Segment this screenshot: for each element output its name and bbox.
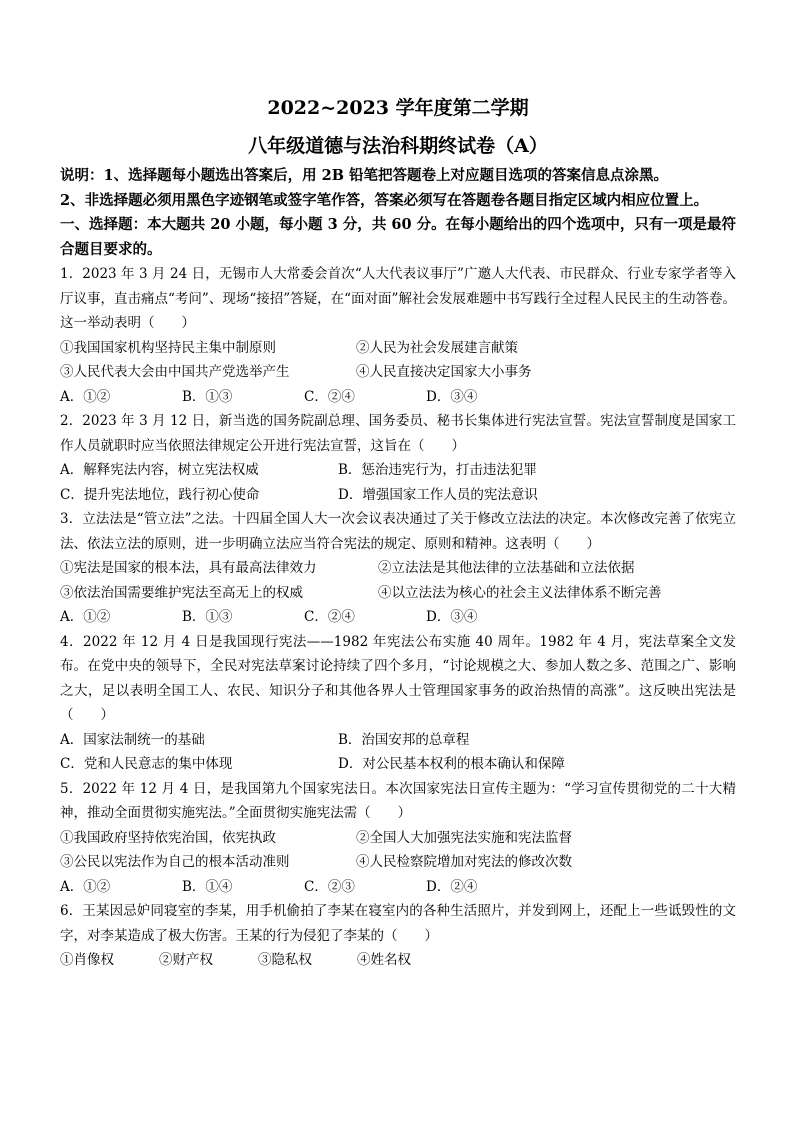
statement: ①我国政府坚持依宪治国，依宪执政 [60, 829, 276, 846]
option: C．②③ [304, 878, 355, 895]
option: A．①② [60, 388, 111, 405]
option: B．①③ [182, 388, 233, 405]
option: C．党和人民意志的集中体现 [60, 756, 233, 772]
option-row [60, 483, 736, 508]
exam-term-title: 2022~2023 学年度第二学期 [267, 97, 529, 119]
statement-row [60, 556, 736, 581]
statement: ③人民代表大会由中国共产党选举产生 [60, 364, 290, 380]
option: D．增强国家工作人员的宪法意识 [338, 486, 538, 503]
option: C．②④ [304, 609, 355, 625]
statement: ③公民以宪法作为自己的根本活动准则 [60, 854, 290, 870]
statement: ①我国国家机构坚持民主集中制原则 [60, 339, 276, 356]
section-heading: 一、选择题：本大题共 20 小题，每小题 3 分，共 60 分。在每小题给出的四个选项中，只有一项是最符合题目要求的。 [60, 216, 736, 258]
question-stem: 2．2023 年 3 月 12 日，新当选的国务院副总理、国务委员、秘书长集体进行宪法宣誓。宪法宣誓制度是国家工作人员就职时应当依照法律规定公开进行宪法宣誓，这旨在（ ） [60, 413, 736, 454]
statement: ③依法治国需要维护宪法至高无上的权威 [60, 584, 303, 601]
option: D．对公民基本权利的根本确认和保障 [338, 756, 565, 772]
option: A．解释宪法内容，树立宪法权威 [60, 462, 259, 478]
statement: ③隐私权 [258, 952, 312, 968]
option: B．治国安邦的总章程 [338, 731, 470, 748]
option-row [60, 728, 736, 753]
exam-page [60, 90, 736, 973]
option-row [60, 385, 736, 410]
statement: ④姓名权 [357, 952, 411, 968]
option: D．③④ [426, 388, 478, 405]
option: B．①③ [182, 609, 233, 625]
question-stem: 4．2022 年 12 月 4 日是我国现行宪法——1982 年宪法公布实施 40 周年。1982 年 4 月，宪法草案全文发布。在党中央的领导下，全民对宪法草案讨论持续了四个多月，“讨论规模之大、参加人数之多、范围之广、影响之大，足以表明全国工人、农民、知识分子和其他各界人士管理国家事务的政治热情的高涨”。这反映出宪法是（ ） [60, 633, 736, 723]
option: C．②④ [304, 388, 355, 405]
option: B．惩治违宪行为，打击违法犯罪 [338, 462, 537, 478]
question-stem: 1．2023 年 3 月 24 日，无锡市人大常委会首次“人大代表议事厅”广邀人大代表、市民群众、行业专家学者等入厅议事，直击痛点“考问”、现场“接招”答疑，在“面对面”解社会发展难题中书写践行全过程人民民主的生动答卷。这一举动表明（ ） [60, 266, 736, 331]
option: D．③④ [426, 609, 478, 625]
statement: ④人民直接决定国家大小事务 [356, 364, 532, 380]
option-row [60, 458, 736, 483]
option: D．②④ [426, 878, 478, 895]
statement: ②立法法是其他法律的立法基础和立法依据 [378, 560, 635, 576]
question-stem: 6．王某因忌妒同寝室的李某，用手机偷拍了李某在寝室内的各种生活照片，并发到网上，还配上一些诋毁性的文字，对李某造成了极大伤害。王某的行为侵犯了李某的（ ） [60, 903, 736, 944]
option-row [60, 875, 736, 900]
question-stem: 5．2022 年 12 月 4 日，是我国第九个国家宪法日。本次国家宪法日宣传主题为：“学习宣传贯彻党的二十大精神，推动全面贯彻实施宪法。”全面贯彻实施宪法需（ ） [60, 780, 736, 821]
statement-row [60, 826, 736, 851]
option: C．提升宪法地位，践行初心使命 [60, 486, 260, 503]
statement-row [60, 948, 736, 973]
option-row [60, 605, 736, 630]
option: B．①④ [182, 878, 233, 895]
option-row [60, 752, 736, 777]
option: A．①② [60, 878, 111, 895]
statement-row [60, 336, 736, 361]
statement: ①宪法是国家的根本法，具有最高法律效力 [60, 560, 317, 576]
option: A．①② [60, 609, 111, 625]
statement: ①肖像权 [60, 952, 114, 968]
statement: ④以立法法为核心的社会主义法律体系不断完善 [378, 584, 662, 601]
statement-row [60, 360, 736, 385]
instruction-1: 说明：1、选择题每小题选出答案后，用 2B 铅笔把答题卷上对应题目选项的答案信息点涂黑。 [60, 167, 669, 184]
exam-paper-title: 八年级道德与法治科期终试卷（A） [248, 135, 548, 157]
question-stem: 3．立法法是“管立法”之法。十四届全国人大一次会议表决通过了关于修改立法法的决定。本次修改完善了依宪立法、依法立法的原则，进一步明确立法应当符合宪法的规定、原则和精神。这表明（ ） [60, 511, 736, 552]
instruction-2: 2、非选择题必须用黑色字迹钢笔或签字笔作答，答案必须写在答题卷各题目指定区域内相应位置上。 [60, 191, 709, 209]
statement: ②人民为社会发展建言献策 [356, 339, 518, 356]
statement: ④人民检察院增加对宪法的修改次数 [356, 854, 572, 870]
option: A．国家法制统一的基础 [60, 731, 205, 748]
statement-row [60, 850, 736, 875]
statement: ②全国人大加强宪法实施和宪法监督 [356, 829, 572, 846]
statement: ②财产权 [159, 952, 213, 968]
statement-row [60, 581, 736, 606]
